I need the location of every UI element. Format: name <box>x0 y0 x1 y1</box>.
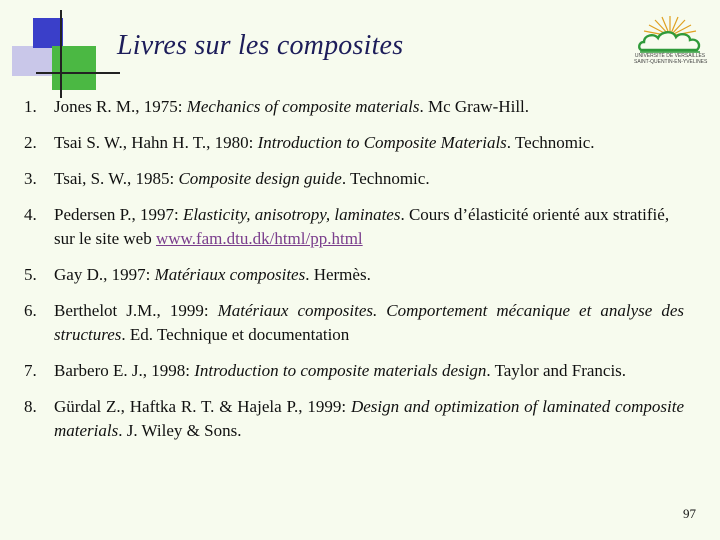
reference-item <box>24 359 684 383</box>
reference-title: Composite design guide <box>178 169 342 188</box>
reference-number: 2. <box>24 133 37 152</box>
reference-title: Mechanics of composite materials <box>186 97 420 116</box>
reference-title: Elasticity, anisotropy, laminates <box>182 205 401 224</box>
reference-publisher: . Mc Graw-Hill. <box>419 97 530 116</box>
reference-number: 1. <box>24 97 37 116</box>
logo-text-line2: SAINT-QUENTIN-EN-YVELINES <box>634 59 708 65</box>
reference-year: 1975 <box>143 97 178 116</box>
reference-number: 8. <box>24 397 37 416</box>
reference-number: 7. <box>24 361 37 380</box>
reference-number: 3. <box>24 169 37 188</box>
reference-item <box>24 131 684 155</box>
reference-year: 1985 <box>135 169 170 188</box>
reference-item <box>24 203 684 251</box>
reference-publisher: . Taylor and Francis. <box>486 361 627 380</box>
slide-title: Livres sur les composites <box>117 30 404 61</box>
reference-separator: : <box>203 301 218 320</box>
reference-number: 6. <box>24 301 37 320</box>
reference-separator: : <box>145 265 155 284</box>
reference-separator: : <box>185 361 195 380</box>
reference-separator: : <box>341 397 351 416</box>
reference-year: 1998 <box>151 361 186 380</box>
reference-authors: Gürdal Z., Haftka R. T. & Hajela P., <box>54 397 308 416</box>
reference-year: 1980 <box>214 133 249 152</box>
decorative-square-green <box>52 46 96 90</box>
reference-year: 1997 <box>139 205 174 224</box>
decorative-line-horizontal <box>36 72 120 74</box>
reference-separator: : <box>173 205 183 224</box>
reference-authors: Barbero E. J., <box>54 361 152 380</box>
reference-year: 1999 <box>169 301 204 320</box>
reference-item <box>24 299 684 347</box>
reference-separator: : <box>248 133 258 152</box>
reference-number: 5. <box>24 265 37 284</box>
reference-title: Matériaux composites <box>154 265 306 284</box>
decorative-line-vertical <box>60 10 62 98</box>
reference-publisher: . Ed. Technique et documentation <box>121 325 350 344</box>
reference-item <box>24 263 684 287</box>
reference-number: 4. <box>24 205 37 224</box>
reference-publisher: . Cours d’élasticité orienté aux stratifié, sur le site web <box>54 205 670 248</box>
reference-title: Introduction to Composite Materials <box>257 133 507 152</box>
logo-text-line1: UNIVERSITÉ DE VERSAILLES <box>634 53 706 59</box>
reference-item <box>24 395 684 443</box>
reference-item <box>24 95 684 119</box>
reference-authors: Tsai, S. W., <box>54 169 136 188</box>
reference-item <box>24 167 684 191</box>
reference-authors: Gay D., <box>54 265 112 284</box>
reference-publisher: . Hermès. <box>305 265 371 284</box>
university-logo <box>634 14 706 66</box>
decorative-square-blue <box>33 18 63 48</box>
reference-authors: Pedersen P., <box>54 205 140 224</box>
reference-title: Design and optimization of laminated composite materials <box>54 397 684 440</box>
reference-publisher: . J. Wiley & Sons. <box>118 421 242 440</box>
reference-authors: Jones R. M., <box>54 97 144 116</box>
reference-authors: Tsai S. W., Hahn H. T., <box>54 133 215 152</box>
reference-publisher: . Technomic. <box>506 133 595 152</box>
reference-year: 1999 <box>307 397 342 416</box>
reference-separator: : <box>177 97 187 116</box>
reference-year: 1997 <box>111 265 146 284</box>
reference-publisher: . Technomic. <box>341 169 430 188</box>
reference-separator: : <box>169 169 179 188</box>
reference-authors: Berthelot J.M., <box>54 301 170 320</box>
reference-list <box>24 95 684 455</box>
page-number: 97 <box>683 506 696 521</box>
reference-web-link[interactable]: www.fam.dtu.dk/html/pp.html <box>155 229 363 248</box>
reference-title: Matériaux composites. Comportement mécanique et analyse des structures <box>54 301 684 344</box>
reference-title: Introduction to composite materials design <box>194 361 487 380</box>
university-logo-icon <box>634 14 706 54</box>
